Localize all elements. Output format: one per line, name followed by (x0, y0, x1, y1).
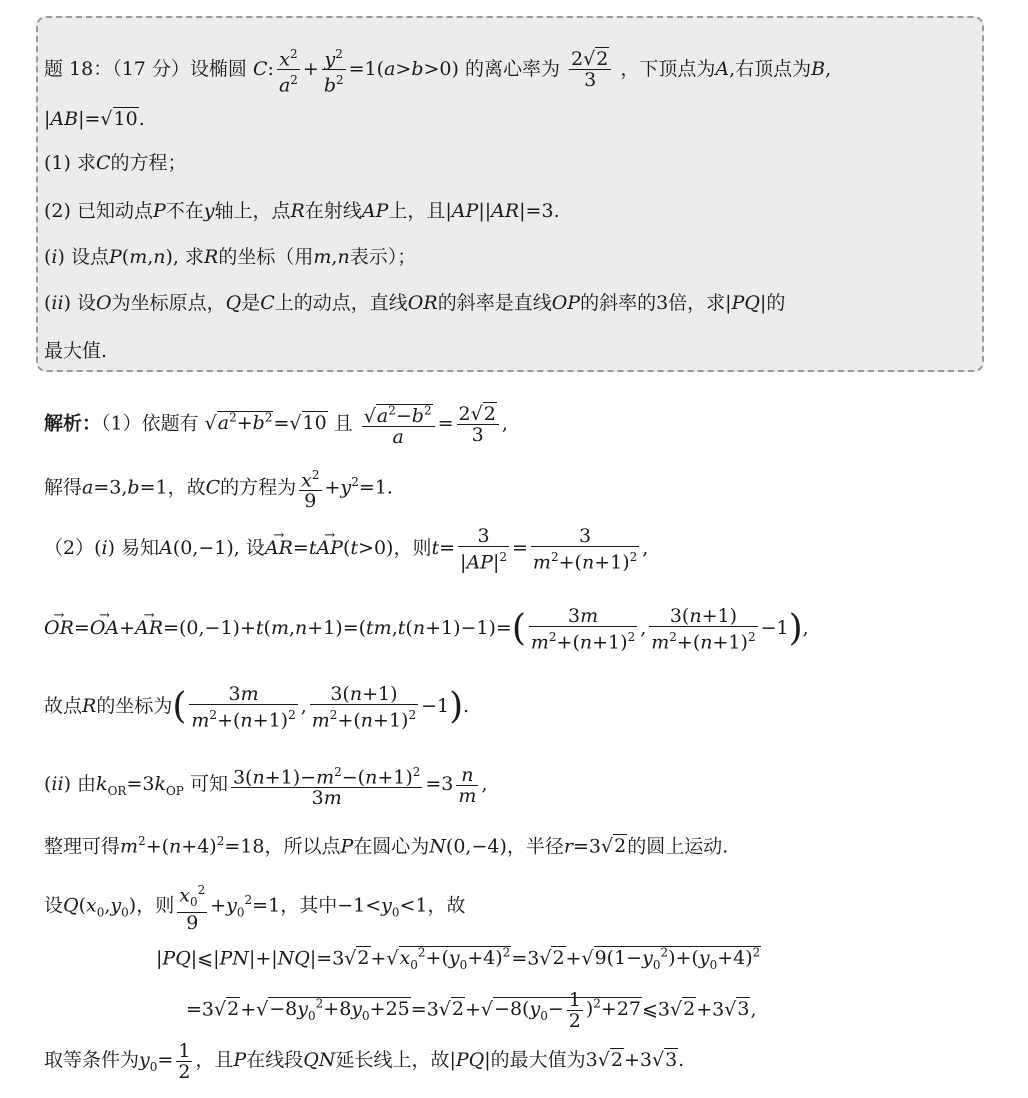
problem-line-1: 题 18：（17 分）设椭圆 C: $\frac{x^2}{a^2}$ + $\frac{y^2}{b^2}$ =1(a>b>0) 的离心率为 $\frac{2√2}{3}$ ，下顶点为A,右顶点为B, (44, 44, 831, 96)
solution-line-7: 整理可得$m^2+(n+4)^2=18$，所以点P在圆心为N(0,−4)，半径r=3√2的圆上运动. (44, 834, 729, 858)
solution-line-10: $=3√2+√-8y_0^2+8y_0+25=3√2+√-8(y_0-$ $\frac{1}{2}$ )$^2$+27⩽3√2+3√3, (186, 988, 757, 1032)
problem-q1: (1) 求C的方程； (44, 152, 187, 174)
solution-line-8: 设$Q(x_0,y_0)$，则 $\frac{x_0^2}{9}$ $+y_0^2=1$，其中$-1<y_0<1$，故 (44, 880, 466, 933)
solution-line-1: 解析：（1）依题有 $√a^2+b^2=√10$ 且 $\frac{√a^2-b^2}{a}$ = $\frac{2√2}{3}$ , (44, 402, 508, 449)
solution-line-2: 解得a=3,b=1，故C的方程为 $\frac{x^2}{9}$ $+y^2=1$. (44, 464, 393, 511)
solution-line-11: 取等条件为$y_0=$ $\frac{1}{2}$ ，且P在线段QN延长线上，故|PQ|的最大值为3√2+3√3. (44, 1039, 685, 1083)
solution-line-4: → OR=→ OA+→ AR=(0,−1)+t(m,n+1)=(tm,t(n+1)−1)=( $\frac{3m}{m^2+(n+1)^2}$ , $\frac{3(n+1)}{m^2+(n+1)^2}$ −1), (44, 606, 809, 652)
problem-q2i: (i) 设点P(m,n), 求R的坐标（用m,n表示）； (44, 246, 417, 268)
problem-line-2: |AB|=√10. (44, 108, 145, 130)
problem-q2ii-end: 最大值. (44, 340, 108, 362)
solution-line-6: (ii) 由$k_{OR}=3k_{OP}$ 可知 $\frac{3(n+1)-m^2-(n+1)^2}{3m}$ =3 $\frac{n}{m}$ , (44, 763, 488, 810)
solution-line-3: （2）(i) 易知A(0,−1), 设→ AR=t→ AP(t>0)，则t= $\frac{3}{|AP|^2}$ = $\frac{3}{m^2+(n+1)^2}$ , (44, 526, 648, 572)
solution-line-9: $|PQ|⩽|PN|+|NQ|=3√2+√x_0^2+(y_0+4)^2=3√2+√9(1-y_0^2)+(y_0+4)^2$ (156, 946, 761, 973)
problem-q2: (2) 已知动点P不在y轴上，点R在射线AP上，且|AP||AR|=3. (44, 200, 560, 222)
solution-line-5: 故点R的坐标为( $\frac{3m}{m^2+(n+1)^2}$ , $\frac{3(n+1)}{m^2+(n+1)^2}$ −1). (44, 683, 470, 732)
problem-q2ii: (ii) 设O为坐标原点，Q是C上的动点，直线OR的斜率是直线OP的斜率的3倍，求|PQ|的 (44, 292, 786, 314)
